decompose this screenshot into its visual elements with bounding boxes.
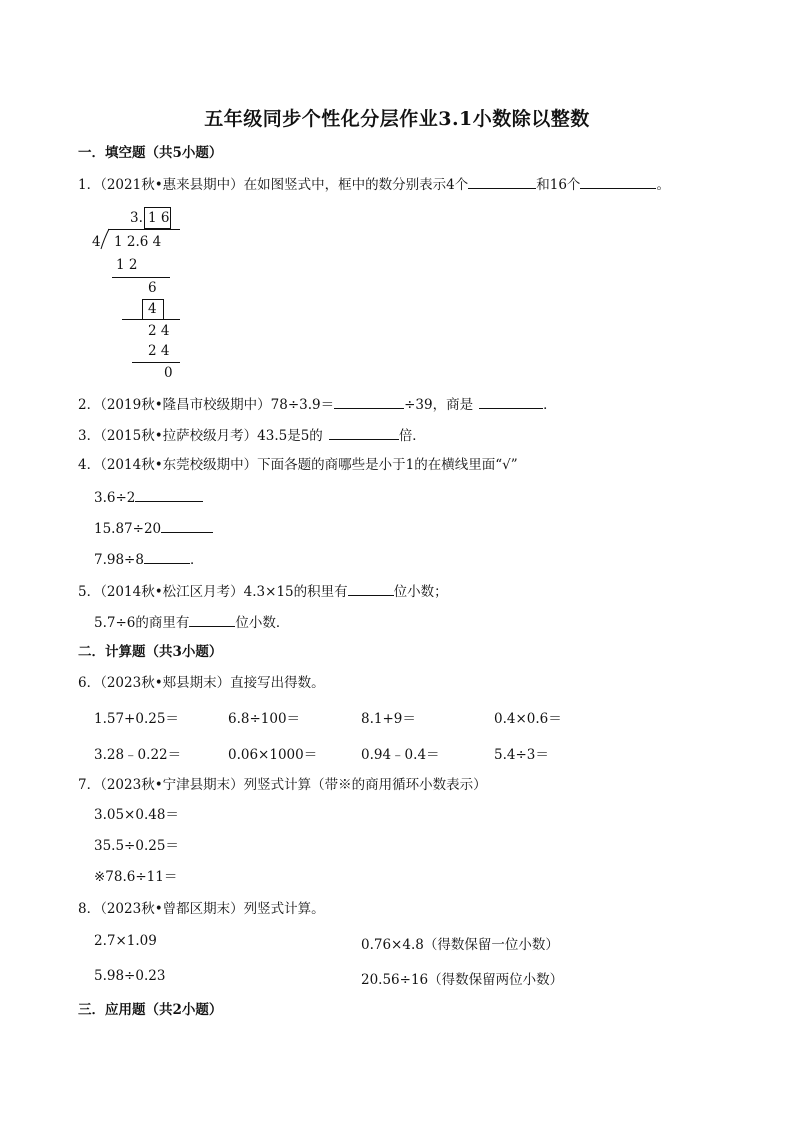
expression: 3.05×0.48＝ — [94, 807, 179, 823]
section-heading-application: 三．应用题（共2小题） — [78, 1002, 223, 1018]
division-bar — [108, 229, 180, 230]
question-3-text: 3．（2015秋•拉萨校级月考）43.5是5的 — [78, 428, 323, 444]
question-4-item — [94, 487, 203, 507]
division-step-5: 2 4 — [148, 343, 170, 359]
expression: 20.56÷16（得数保留两位小数） — [361, 972, 564, 988]
division-remainder: 0 — [164, 365, 173, 381]
question-5 — [78, 581, 448, 601]
section-heading-calculation: 二．计算题（共3小题） — [78, 644, 223, 660]
question-6: 6．（2023秋•郏县期末）直接写出得数。 — [78, 675, 325, 691]
expression: 5.4÷3＝ — [494, 747, 549, 763]
question-2 — [78, 394, 557, 414]
answer-blank[interactable] — [468, 174, 536, 189]
question-7: 7．（2023秋•宁津县期末）列竖式计算（带※的商用循环小数表示） — [78, 777, 487, 793]
expression: 1.57+0.25＝ — [94, 711, 179, 727]
expression: 35.5÷0.25＝ — [94, 838, 179, 854]
expression: 5.98÷0.23 — [94, 968, 166, 984]
divisor: 4 — [92, 234, 101, 250]
question-4-item — [94, 518, 213, 538]
long-division-diagram — [78, 206, 218, 386]
question-2-mid: ÷39，商是 — [404, 397, 474, 413]
answer-blank[interactable] — [144, 549, 190, 564]
expression: 2.7×1.09 — [94, 933, 157, 949]
division-step-1: 1 2 — [116, 257, 138, 273]
answer-blank[interactable] — [161, 518, 213, 533]
item-text: 7.98÷8 — [94, 552, 144, 568]
question-1 — [78, 174, 670, 194]
question-5-text: 5．（2014秋•松江区月考）4.3×15的积里有 — [78, 584, 348, 600]
answer-blank[interactable] — [479, 394, 543, 409]
expression: 0.76×4.8（得数保留一位小数） — [361, 937, 559, 953]
answer-blank[interactable] — [329, 425, 399, 440]
division-bracket — [100, 228, 112, 250]
page-title: 五年级同步个性化分层作业3.1小数除以整数 — [204, 108, 590, 130]
question-5-line-2 — [94, 612, 289, 632]
question-1-mid: 和16个 — [536, 177, 581, 193]
division-step-2: 6 — [148, 280, 157, 296]
expression: 3.28﹣0.22＝ — [94, 747, 182, 763]
answer-blank[interactable] — [135, 487, 203, 502]
expression: 0.94﹣0.4＝ — [361, 747, 440, 763]
quotient-boxed-digits: 1 6 — [148, 210, 170, 226]
question-1-text: 1．（2021秋•惠来县期中）在如图竖式中，框中的数分别表示4个 — [78, 177, 469, 193]
question-2-end: ． — [543, 397, 557, 413]
division-rule — [112, 277, 170, 278]
expression: ※78.6÷11＝ — [94, 869, 178, 885]
expression: 0.4×0.6＝ — [494, 711, 562, 727]
answer-blank[interactable] — [334, 394, 404, 409]
division-rule — [122, 319, 180, 320]
question-5-end: 位小数； — [393, 584, 448, 600]
question-1-end: 。 — [656, 177, 670, 193]
expression: 6.8÷100＝ — [228, 711, 301, 727]
item-text: 3.6÷2 — [94, 490, 136, 506]
question-3-end: 倍． — [398, 428, 426, 444]
item-end: ． — [189, 552, 204, 568]
answer-blank[interactable] — [348, 581, 394, 596]
question-8: 8．（2023秋•曾都区期末）列竖式计算。 — [78, 901, 325, 917]
item-text: 15.87÷20 — [94, 521, 162, 537]
question-5-end: 位小数． — [235, 615, 290, 631]
section-heading-fill-blank: 一．填空题（共5小题） — [78, 145, 223, 161]
division-step-3: 4 — [148, 301, 157, 317]
expression: 0.06×1000＝ — [228, 747, 318, 763]
division-step-4: 2 4 — [148, 323, 170, 339]
question-3 — [78, 425, 426, 445]
division-rule — [132, 362, 180, 363]
question-5-text: 5.7÷6的商里有 — [94, 615, 190, 631]
expression: 8.1+9＝ — [361, 711, 416, 727]
question-4-item — [94, 549, 203, 569]
answer-blank[interactable] — [189, 612, 235, 627]
answer-blank[interactable] — [580, 174, 656, 189]
question-4: 4．（2014秋•东莞校级期中）下面各题的商哪些是小于1的在横线里面“√” — [78, 457, 518, 473]
quotient-digits: 3. — [130, 210, 143, 226]
question-2-text: 2．（2019秋•隆昌市校级期中）78÷3.9＝ — [78, 397, 335, 413]
dividend: 1 2.6 4 — [114, 234, 162, 250]
